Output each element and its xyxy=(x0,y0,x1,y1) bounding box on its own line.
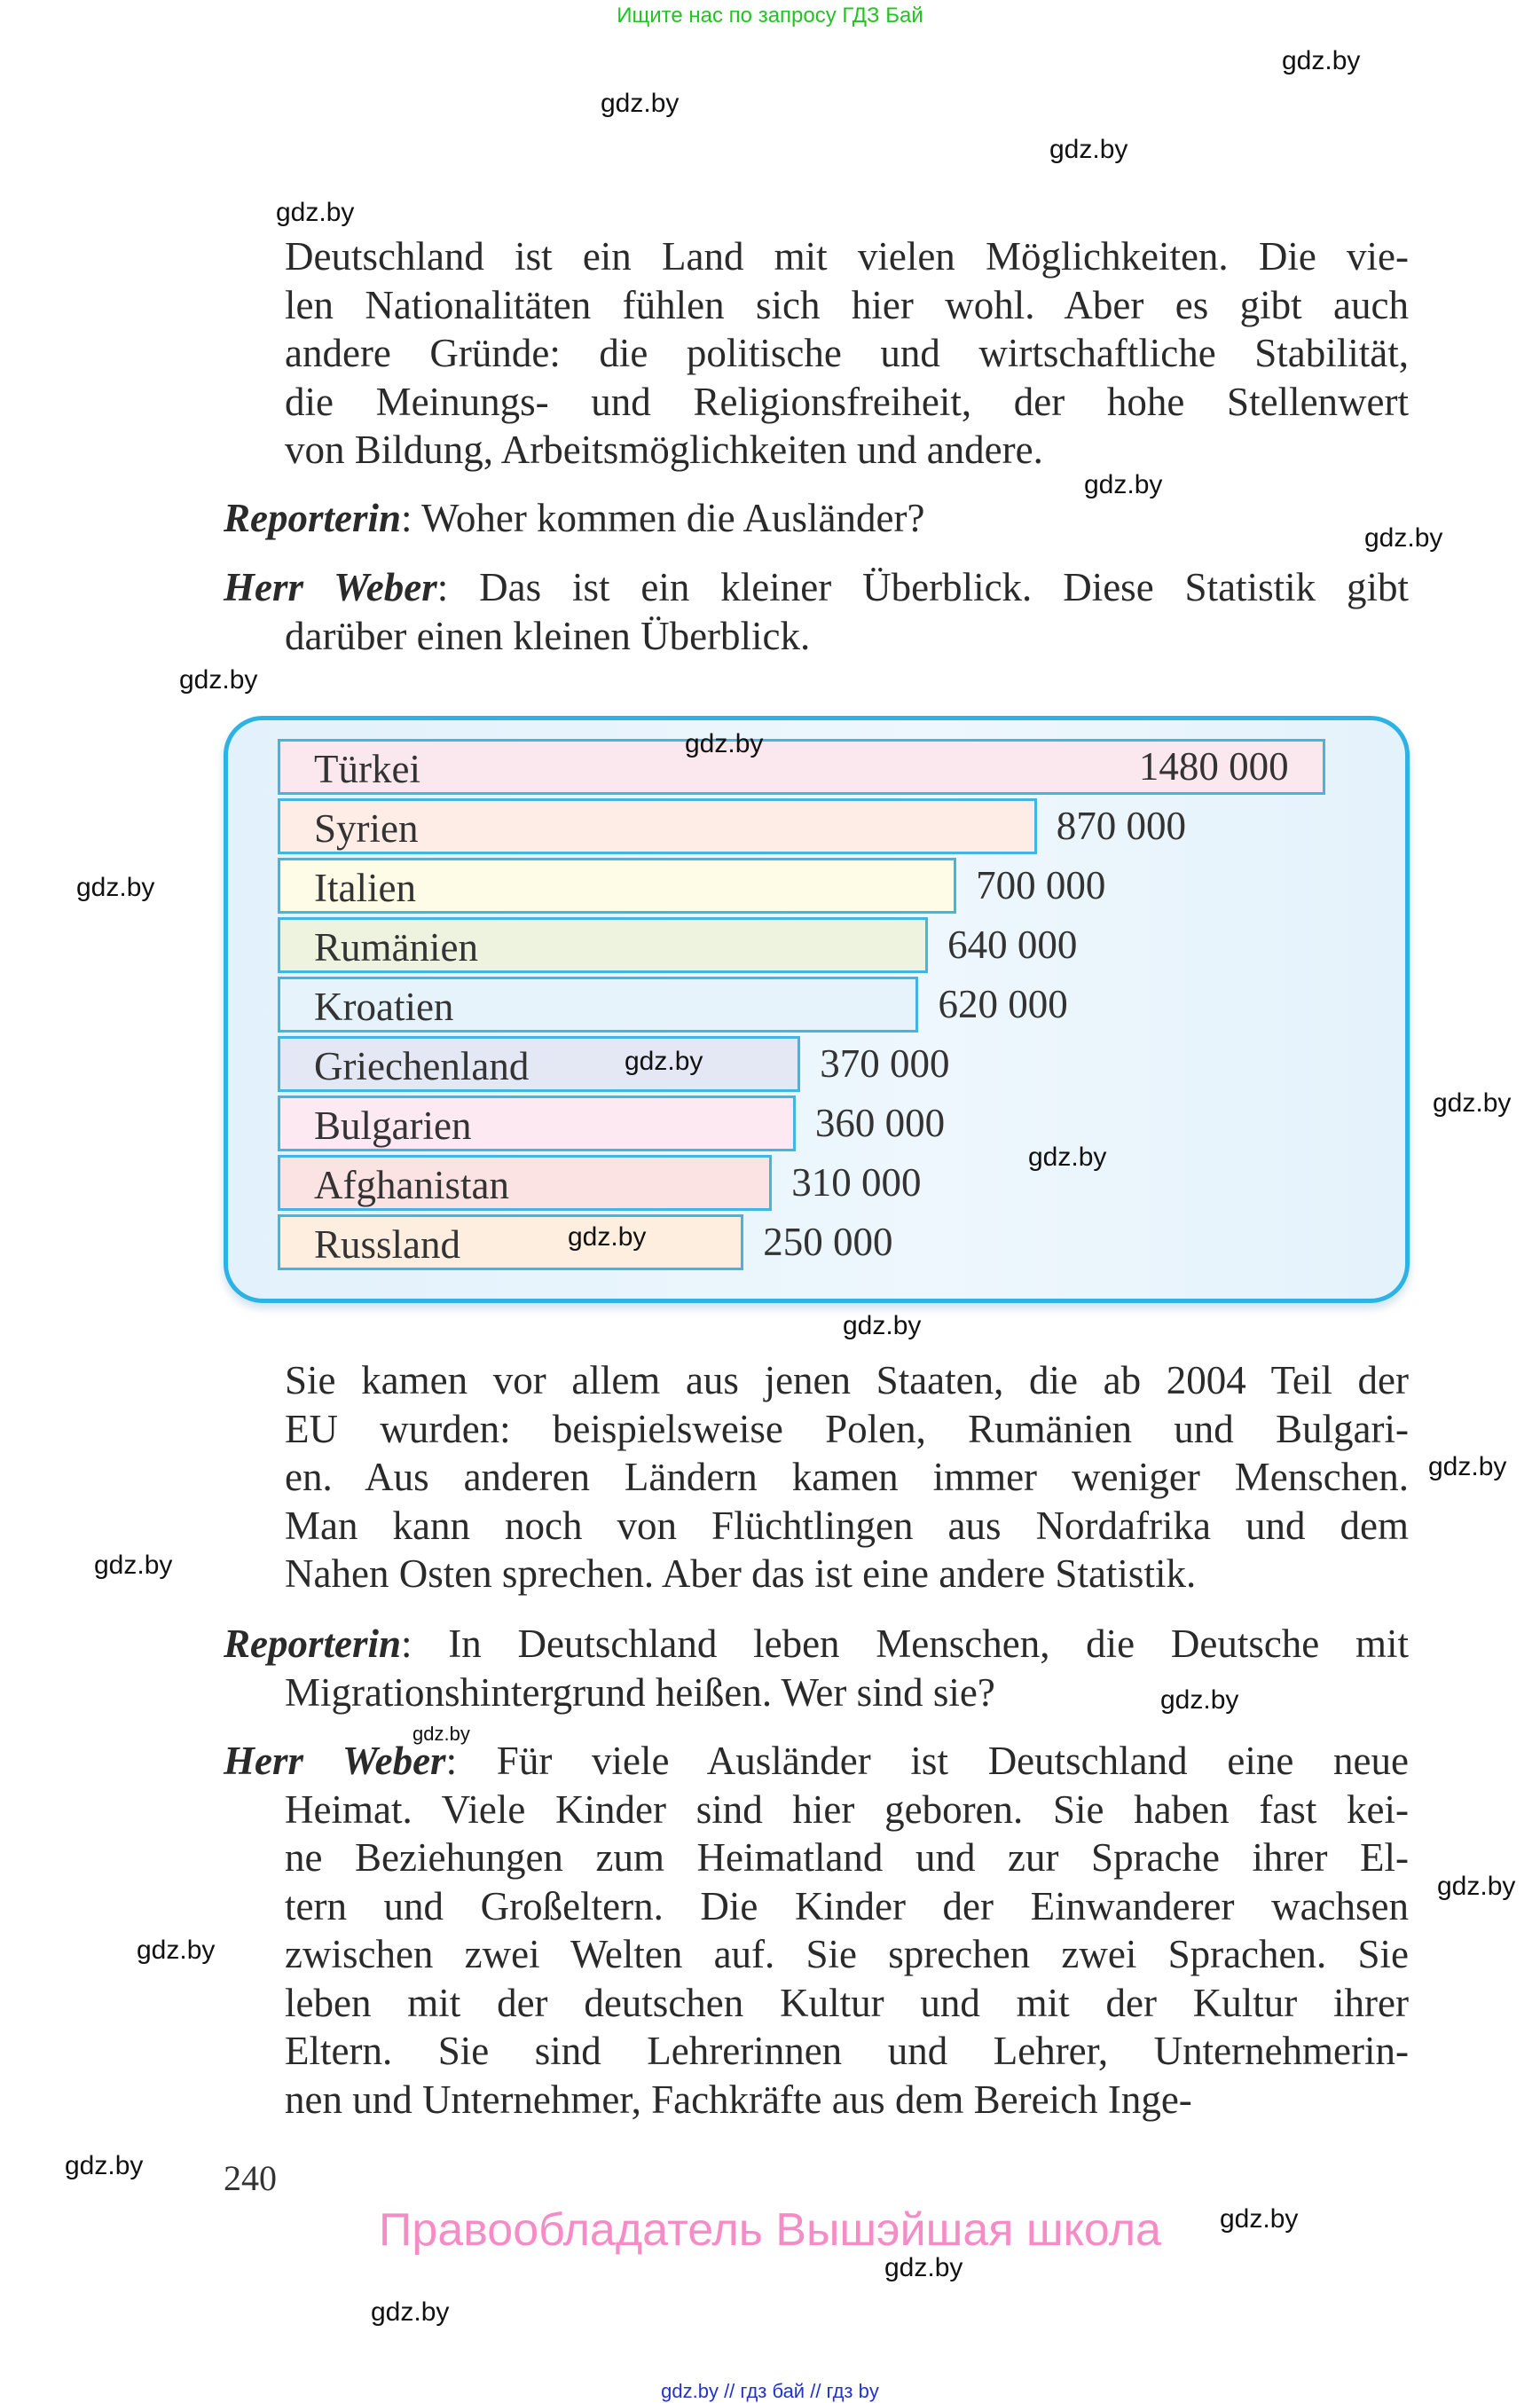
text-line: len Nationalitäten fühlen sich hier wohl. Aber es gibt auch xyxy=(285,282,1409,327)
bar-2 xyxy=(278,858,956,914)
text-line xyxy=(224,563,1409,612)
speech-text: : In Deutschland leben Menschen, die Deutsche mit xyxy=(401,1622,1409,1666)
bar-7 xyxy=(278,1155,772,1211)
watermark: gdz.by xyxy=(179,665,258,695)
watermark: gdz.by xyxy=(137,1936,216,1965)
watermark: gdz.by xyxy=(1084,470,1163,499)
text-line: Man kann noch von Flüchtlingen aus Nordafrika und dem xyxy=(285,1503,1409,1548)
bar-6 xyxy=(278,1095,796,1151)
watermark: gdz.by xyxy=(1049,135,1128,164)
weber-answer-1 xyxy=(224,563,1409,660)
text-line: Sie kamen vor allem aus jenen Staaten, die ab 2004 Teil der xyxy=(285,1358,1409,1402)
watermark: gdz.by xyxy=(371,2297,450,2327)
bar-value: 360 000 xyxy=(814,1101,946,1145)
bar-value: 250 000 xyxy=(763,1220,893,1264)
bar-8 xyxy=(278,1214,743,1270)
watermark: gdz.by xyxy=(1437,1872,1516,1901)
watermark: gdz.by xyxy=(1364,523,1443,553)
text-line: Deutschland ist ein Land mit vielen Möglichkeiten. Die vie- xyxy=(285,234,1409,279)
bar-label: Russland xyxy=(314,1222,461,1267)
text-line: Migrationshintergrund heißen. Wer sind sie? xyxy=(285,1669,995,1715)
watermark: gdz.by xyxy=(685,729,764,758)
speaker-name: Reporterin xyxy=(224,1622,402,1666)
watermark: gdz.by xyxy=(276,198,355,227)
watermark: gdz.by xyxy=(1282,46,1361,75)
watermark: gdz.by xyxy=(625,1047,703,1076)
bar-3 xyxy=(278,917,928,973)
watermark: gdz.by xyxy=(568,1222,647,1252)
search-hint: Ищите нас по запросу ГДЗ Бай xyxy=(617,4,923,27)
speaker-name: Reporterin xyxy=(224,496,402,540)
bar-5 xyxy=(278,1036,800,1092)
watermark: gdz.by xyxy=(843,1311,922,1340)
bar-value: 620 000 xyxy=(938,982,1068,1026)
bar-1 xyxy=(278,798,1037,854)
watermark: gdz.by xyxy=(1220,2204,1299,2234)
page-number: 240 xyxy=(224,2158,277,2198)
bar-label: Rumänien xyxy=(314,925,478,970)
bar-label: Bulgarien xyxy=(314,1103,472,1148)
speaker-name: Herr Weber xyxy=(224,565,437,609)
text-line: von Bildung, Arbeitsmöglichkeiten und andere. xyxy=(285,428,1043,472)
watermark: gdz.by xyxy=(1160,1685,1239,1715)
statistics-chart xyxy=(224,716,1410,1303)
bar-label: Türkei xyxy=(314,747,420,791)
weber-answer-2 xyxy=(224,1737,1409,2124)
watermark: gdz.by xyxy=(65,2151,144,2180)
text-line: nen und Unternehmer, Fachkräfte aus dem Bereich Inge- xyxy=(285,2077,1192,2122)
text-line: darüber einen kleinen Überblick. xyxy=(285,613,811,658)
text-line: andere Gründe: die politische und wirtschaftliche Stabilität, xyxy=(285,331,1409,375)
bar-value: 870 000 xyxy=(1056,804,1186,848)
copyright-holder: Правообладатель Вышэйшая школа xyxy=(379,2204,1161,2256)
paragraph-eu xyxy=(285,1356,1409,1598)
watermark: gdz.by xyxy=(1028,1143,1107,1172)
text-line: ne Beziehungen zum Heimatland und zur Sprache ihrer El- xyxy=(285,1835,1409,1880)
watermark: gdz.by xyxy=(94,1551,173,1580)
text-line: die Meinungs- und Religionsfreiheit, der hohe Stellenwert xyxy=(285,379,1409,424)
bar-label: Afghanistan xyxy=(314,1163,509,1207)
text-line: en. Aus anderen Ländern kamen immer weniger Menschen. xyxy=(285,1455,1409,1499)
text-line: EU wurden: beispielsweise Polen, Rumänien und Bulgari- xyxy=(285,1406,1409,1451)
footer-links[interactable]: gdz.by // гдз бай // гдз by xyxy=(661,2380,879,2402)
paragraph-intro xyxy=(285,232,1409,475)
text-line: leben mit der deutschen Kultur und mit der Kultur ihrer xyxy=(285,1980,1409,2025)
reporter-question-1 xyxy=(224,494,1409,543)
bar-label: Syrien xyxy=(314,806,419,851)
watermark: gdz.by xyxy=(412,1723,470,1745)
bar-4 xyxy=(278,977,918,1033)
text-line xyxy=(224,1620,1409,1669)
bar-value: 700 000 xyxy=(976,863,1106,907)
watermark: gdz.by xyxy=(76,873,155,902)
bar-label: Griechenland xyxy=(314,1044,530,1088)
bar-value: 640 000 xyxy=(947,923,1078,967)
text-line: zwischen zwei Welten auf. Sie sprechen zwei Sprachen. Sie xyxy=(285,1932,1409,1976)
text-line: Nahen Osten sprechen. Aber das ist eine andere Statistik. xyxy=(285,1551,1197,1596)
watermark: gdz.by xyxy=(1428,1452,1507,1481)
text-line: Heimat. Viele Kinder sind hier geboren. Sie haben fast kei- xyxy=(285,1787,1409,1832)
watermark: gdz.by xyxy=(884,2253,963,2282)
bar-value: 370 000 xyxy=(820,1041,950,1086)
text-line xyxy=(224,1737,1409,1786)
text-line: Eltern. Sie sind Lehrerinnen und Lehrer, Unternehmerin- xyxy=(285,2029,1409,2073)
speaker-name: Herr Weber xyxy=(224,1739,446,1783)
speech-text: : Für viele Ausländer ist Deutschland eine neue xyxy=(445,1739,1409,1783)
bar-label: Kroatien xyxy=(314,985,454,1029)
watermark: gdz.by xyxy=(1433,1088,1512,1118)
text-line xyxy=(224,494,1409,543)
speech-text: : Das ist ein kleiner Überblick. Diese Statistik gibt xyxy=(436,565,1409,609)
watermark: gdz.by xyxy=(601,89,680,118)
bar-value: 1480 000 xyxy=(1138,744,1289,789)
speech-text: : Woher kommen die Ausländer? xyxy=(401,496,925,540)
text-line: tern und Großeltern. Die Kinder der Einwanderer wachsen xyxy=(285,1883,1409,1928)
bar-value: 310 000 xyxy=(791,1160,922,1205)
bar-label: Italien xyxy=(314,866,416,910)
